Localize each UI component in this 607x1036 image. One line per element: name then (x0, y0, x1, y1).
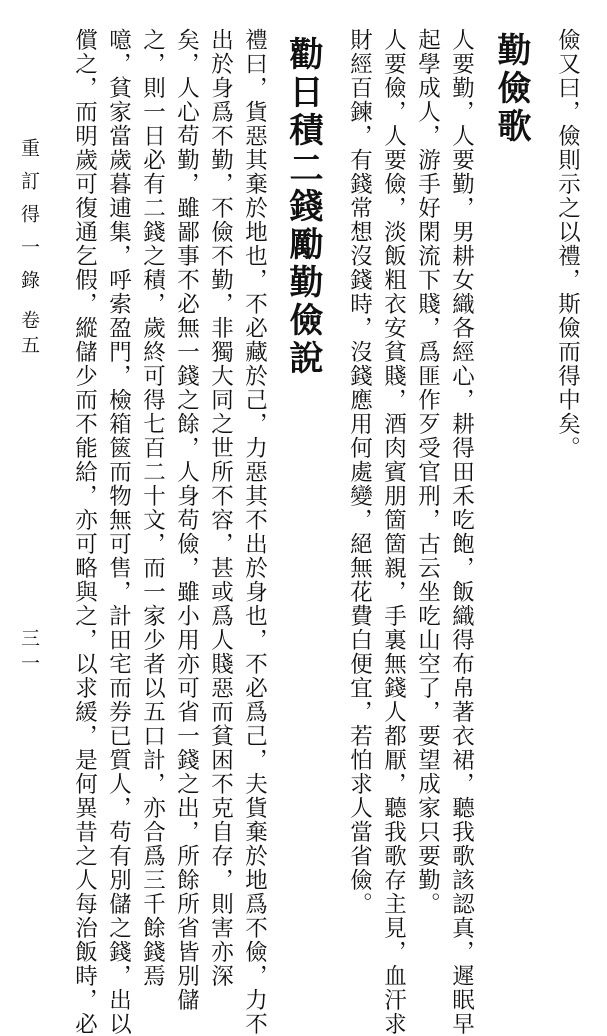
song-line: 起學成人，游手好閑流下賤，爲匪作歹受官刑，古云坐吃山空了，要望成家只要勤。 (414, 28, 441, 916)
song-line: 人要儉，人要儉，淡飯粗衣安貧賤，酒肉賓朋箇箇親，手裏無錢人都厭，聽我歌存主見，血汗求 (380, 28, 407, 1036)
essay-line: 禮曰，貨惡其棄於地也，不必藏於己，力惡其不出於身也，不必爲己，夫貨棄於地爲不儉，力不 (241, 28, 268, 1036)
essay-line: 之，則一日必有二錢之積，歲終可得七百二十文，而一家少者以五口計，亦合爲三千餘錢焉 (139, 28, 166, 988)
song-line: 財經百鍊，有錢常想沒錢時，沒錢應用何處變，絕無花費白便宜，若怕求人當省儉。 (346, 28, 373, 916)
heading-qinjian-song: 勤儉歌 (491, 32, 531, 146)
volume-label: 卷五 (18, 310, 40, 360)
song-line: 人要勤，人要勤，男耕女織各經心，耕得田禾吃飽，飯織得布帛著衣裙，聽我歌該認真，遲眠早 (448, 28, 475, 1036)
essay-line: 矣，人心苟勤，雖鄙事不必無一錢之餘，人身苟儉，雖小用亦可省一錢之出，所餘所省皆別儲 (173, 28, 200, 1012)
page-number: 三一 (18, 628, 40, 678)
essay-line: 噫，貧家當歲暮逋集，呼索盈門，檢箱篋而物無可售，計田宅而券已質人，苟有別儲之錢，出以 (105, 28, 132, 1036)
book-title: 重訂得一錄 (18, 138, 40, 303)
essay-line: 償之，而明歲可復通乞假，縱儲少而不能給，亦可略與之，以求緩，是何異昔之人每治飯時，必 (71, 28, 98, 1036)
preface-line: 儉又曰，儉則示之以禮，斯儉而得中矣。 (554, 28, 581, 460)
heading-essay: 勸日積二錢勵勤儉說 (283, 36, 323, 378)
essay-line: 出於身爲不勤，不儉不勤，非獨大同之世所不容，甚或爲人賤惡而貧困不克自存，則害亦深 (207, 28, 234, 988)
